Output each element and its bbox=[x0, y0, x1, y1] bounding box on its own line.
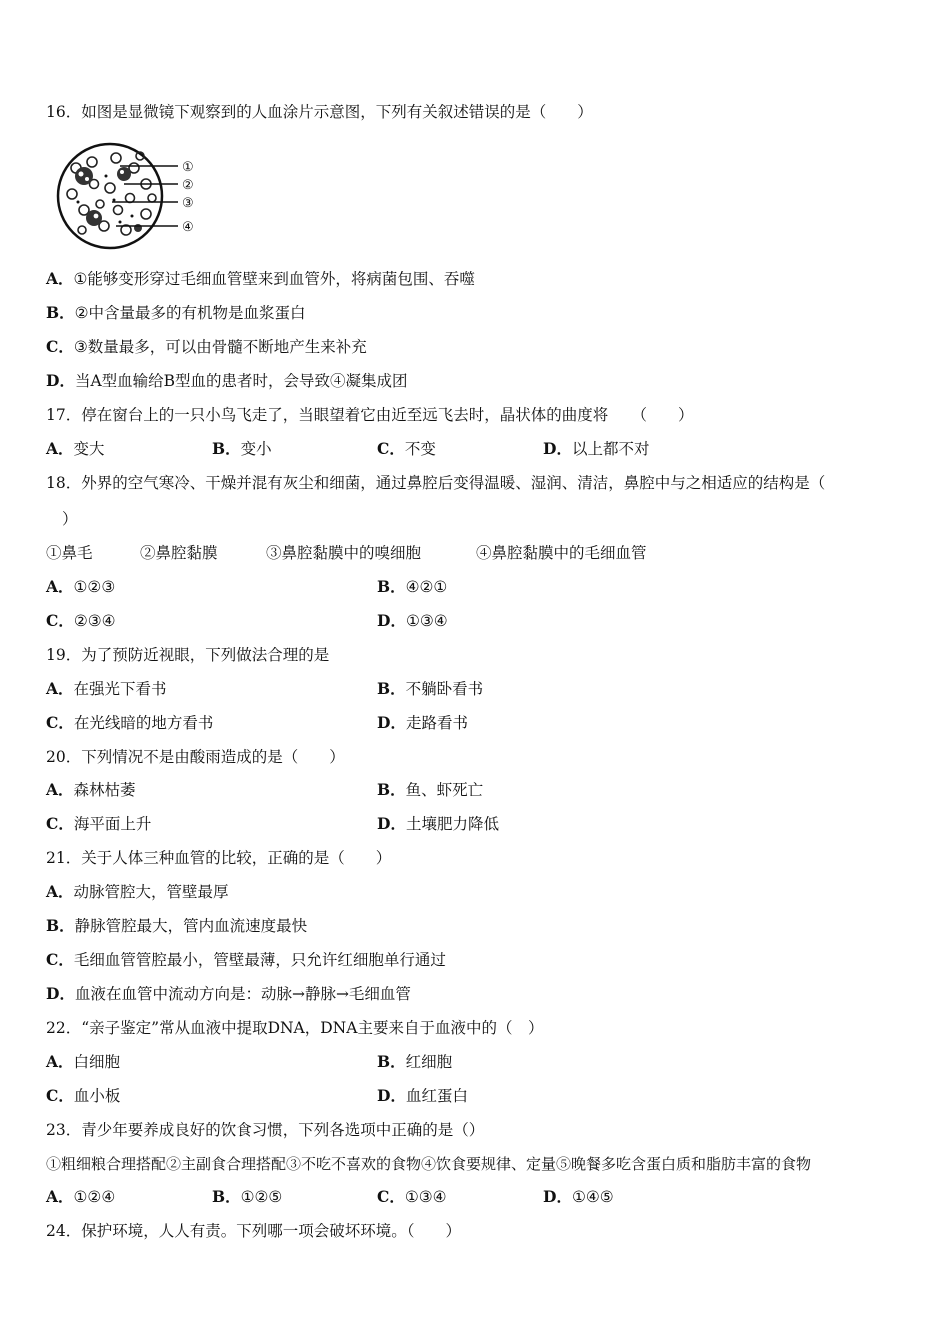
q21-option-a[interactable] bbox=[46, 882, 229, 902]
option-letter: D． bbox=[377, 713, 406, 732]
q18-option-c[interactable] bbox=[46, 611, 116, 631]
option-text: 不躺卧看书 bbox=[405, 680, 484, 698]
option-letter: D． bbox=[377, 814, 406, 833]
option-letter: B． bbox=[46, 303, 75, 322]
option-letter: D． bbox=[377, 1086, 406, 1105]
q16-option-d[interactable] bbox=[46, 371, 408, 391]
q22-option-d[interactable] bbox=[377, 1086, 468, 1106]
option-text: 变大 bbox=[73, 440, 105, 458]
option-letter: A． bbox=[46, 882, 74, 901]
figure-label-1: ① bbox=[182, 160, 194, 175]
option-letter: D． bbox=[543, 439, 572, 458]
option-letter: C． bbox=[46, 1086, 74, 1105]
option-text: ①③④ bbox=[405, 612, 448, 630]
q23-stem: 23．青少年要养成良好的饮食习惯，下列各选项中正确的是（） bbox=[46, 1121, 485, 1139]
option-letter: C． bbox=[46, 814, 74, 833]
q21-option-d[interactable] bbox=[46, 984, 411, 1004]
option-letter: D． bbox=[543, 1187, 572, 1206]
option-letter: C． bbox=[46, 713, 74, 732]
option-text: 海平面上升 bbox=[73, 815, 152, 833]
option-letter: C． bbox=[46, 337, 74, 356]
q22-option-b[interactable] bbox=[377, 1052, 452, 1072]
option-text: 以上都不对 bbox=[571, 440, 650, 458]
q18-item-3: ③鼻腔黏膜中的嗅细胞 bbox=[266, 544, 422, 562]
option-text: 在光线暗的地方看书 bbox=[73, 714, 214, 732]
q18-option-a[interactable] bbox=[46, 577, 115, 597]
figure-label-2: ② bbox=[182, 178, 194, 193]
option-text: 森林枯萎 bbox=[73, 781, 136, 799]
q22-stem: 22．“亲子鉴定”常从血液中提取DNA，DNA主要来自于血液中的（ ） bbox=[46, 1019, 544, 1037]
q23-option-b[interactable] bbox=[212, 1187, 282, 1207]
option-text: 在强光下看书 bbox=[73, 680, 167, 698]
q24-stem: 24．保护环境，人人有责。下列哪一项会破坏环境。（ ） bbox=[46, 1222, 461, 1240]
q20-option-a[interactable] bbox=[46, 780, 136, 800]
q18-item-1: ①鼻毛 bbox=[46, 544, 93, 562]
option-letter: A． bbox=[46, 269, 74, 288]
option-text: 血红蛋白 bbox=[405, 1087, 468, 1105]
q20-option-d[interactable] bbox=[377, 814, 499, 834]
option-text: ①④⑤ bbox=[571, 1188, 614, 1206]
q18-stem-cont: ） bbox=[62, 510, 78, 528]
q18-stem: 18．外界的空气寒冷、干燥并混有灰尘和细菌，通过鼻腔后变得温暖、湿润、清洁，鼻腔中与之相适应的结构是（ bbox=[46, 474, 826, 492]
figure-label-4: ④ bbox=[182, 220, 194, 235]
option-text: 血液在血管中流动方向是：动脉→静脉→毛细血管 bbox=[74, 985, 411, 1003]
q16-option-b[interactable] bbox=[46, 303, 306, 323]
option-letter: D． bbox=[377, 611, 406, 630]
q19-option-a[interactable] bbox=[46, 679, 167, 699]
option-text: 红细胞 bbox=[405, 1053, 453, 1071]
option-letter: B． bbox=[377, 577, 406, 596]
option-letter: C． bbox=[377, 1187, 405, 1206]
option-text: 动脉管腔大，管壁最厚 bbox=[73, 883, 229, 901]
q21-option-c[interactable] bbox=[46, 950, 446, 970]
option-text: 土壤肥力降低 bbox=[405, 815, 499, 833]
option-text: 白细胞 bbox=[73, 1053, 121, 1071]
option-letter: C． bbox=[46, 611, 74, 630]
option-letter: A． bbox=[46, 439, 74, 458]
q16-stem: 16．如图是显微镜下观察到的人血涂片示意图，下列有关叙述错误的是（ ） bbox=[46, 103, 593, 121]
option-text: ②③④ bbox=[73, 612, 116, 630]
q23-items: ①粗细粮合理搭配②主副食合理搭配③不吃不喜欢的食物④饮食要规律、定量⑤晚餐多吃含蛋白质和脂肪丰富的食物 bbox=[46, 1155, 812, 1173]
option-letter: B． bbox=[212, 439, 241, 458]
q23-option-a[interactable] bbox=[46, 1187, 115, 1207]
option-letter: A． bbox=[46, 780, 74, 799]
option-letter: A． bbox=[46, 1187, 74, 1206]
q16-option-c[interactable] bbox=[46, 337, 367, 357]
option-letter: B． bbox=[46, 916, 75, 935]
q21-stem: 21．关于人体三种血管的比较，正确的是（ ） bbox=[46, 849, 392, 867]
option-text: ④②① bbox=[405, 578, 448, 596]
q19-stem: 19．为了预防近视眼，下列做法合理的是 bbox=[46, 646, 330, 664]
q17-option-c[interactable] bbox=[377, 439, 436, 459]
q18-option-d[interactable] bbox=[377, 611, 448, 631]
figure-label-3: ③ bbox=[182, 196, 194, 211]
option-text: ①能够变形穿过毛细血管壁来到血管外，将病菌包围、吞噬 bbox=[73, 270, 475, 288]
option-text: 毛细血管管腔最小，管壁最薄，只允许红细胞单行通过 bbox=[73, 951, 446, 969]
option-letter: B． bbox=[377, 1052, 406, 1071]
q17-option-d[interactable] bbox=[543, 439, 649, 459]
option-text: 静脉管腔最大，管内血流速度最快 bbox=[74, 917, 308, 935]
option-text: ①②④ bbox=[73, 1188, 116, 1206]
option-letter: A． bbox=[46, 577, 74, 596]
q18-item-2: ②鼻腔黏膜 bbox=[140, 544, 218, 562]
option-text: 不变 bbox=[404, 440, 436, 458]
q23-option-c[interactable] bbox=[377, 1187, 447, 1207]
q20-option-c[interactable] bbox=[46, 814, 151, 834]
option-letter: C． bbox=[46, 950, 74, 969]
option-letter: A． bbox=[46, 679, 74, 698]
option-text: ②中含量最多的有机物是血浆蛋白 bbox=[74, 304, 306, 322]
option-text: 鱼、虾死亡 bbox=[405, 781, 484, 799]
option-letter: A． bbox=[46, 1052, 74, 1071]
option-text: 当A型血输给B型血的患者时，会导致④凝集成团 bbox=[74, 372, 408, 390]
blood-smear-figure bbox=[54, 138, 204, 256]
option-letter: B． bbox=[377, 780, 406, 799]
option-text: ①②③ bbox=[73, 578, 116, 596]
q19-option-d[interactable] bbox=[377, 713, 468, 733]
q21-option-b[interactable] bbox=[46, 916, 307, 936]
option-text: 变小 bbox=[240, 440, 272, 458]
q22-option-c[interactable] bbox=[46, 1086, 120, 1106]
option-letter: B． bbox=[377, 679, 406, 698]
option-letter: B． bbox=[212, 1187, 241, 1206]
option-text: ①②⑤ bbox=[240, 1188, 283, 1206]
q18-item-4: ④鼻腔黏膜中的毛细血管 bbox=[476, 544, 647, 562]
q20-option-b[interactable] bbox=[377, 780, 483, 800]
option-text: 血小板 bbox=[73, 1087, 121, 1105]
q18-option-b[interactable] bbox=[377, 577, 447, 597]
option-text: 走路看书 bbox=[405, 714, 468, 732]
option-text: ③数量最多，可以由骨髓不断地产生来补充 bbox=[73, 338, 367, 356]
q17-option-b[interactable] bbox=[212, 439, 272, 459]
q23-option-d[interactable] bbox=[543, 1187, 614, 1207]
q20-stem: 20．下列情况不是由酸雨造成的是（ ） bbox=[46, 748, 345, 766]
q22-option-a[interactable] bbox=[46, 1052, 120, 1072]
q19-option-c[interactable] bbox=[46, 713, 213, 733]
q17-stem: 17．停在窗台上的一只小鸟飞走了，当眼望着它由近至远飞去时，晶状体的曲度将 （ ） bbox=[46, 406, 694, 424]
q19-option-b[interactable] bbox=[377, 679, 483, 699]
option-letter: C． bbox=[377, 439, 405, 458]
option-letter: D． bbox=[46, 371, 75, 390]
option-text: ①③④ bbox=[404, 1188, 447, 1206]
q16-option-a[interactable] bbox=[46, 269, 475, 289]
q17-option-a[interactable] bbox=[46, 439, 105, 459]
option-letter: D． bbox=[46, 984, 75, 1003]
